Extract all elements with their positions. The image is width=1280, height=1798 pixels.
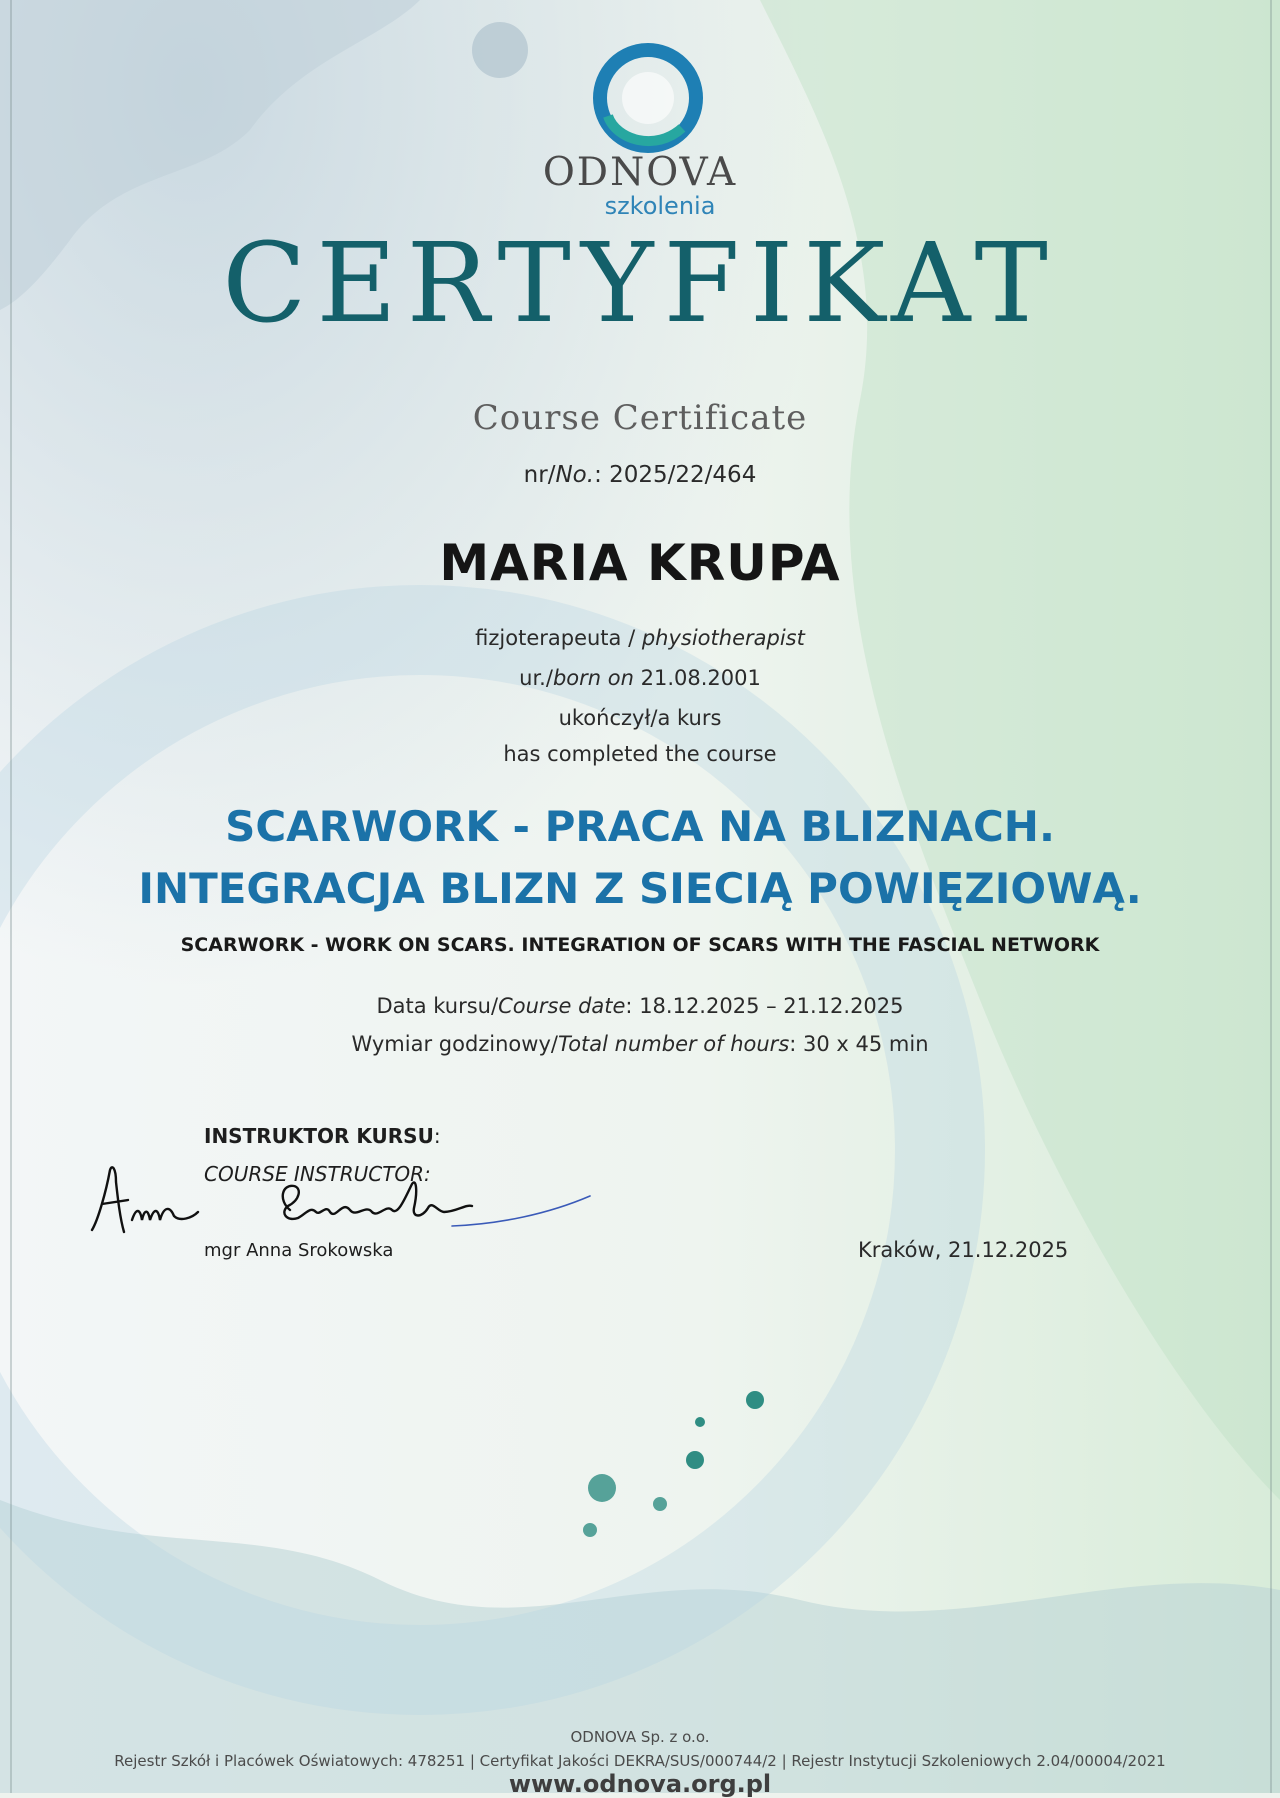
certificate-subtitle: Course Certificate — [472, 398, 808, 438]
number-label-pl: nr/ — [523, 462, 556, 488]
issue-place-date: Kraków, 21.12.2025 — [858, 1238, 1069, 1262]
date-label-en: Course date — [498, 994, 626, 1018]
instructor-signature — [80, 1160, 600, 1250]
instructor-name: mgr Anna Srokowska — [204, 1240, 394, 1261]
instructor-label-pl-text: INSTRUKTOR KURSU — [204, 1124, 434, 1148]
instructor-label-pl: INSTRUKTOR KURSU: — [204, 1124, 441, 1148]
odnova-logo — [586, 36, 710, 160]
course-title-pl-line2: INTEGRACJA BLIZN Z SIECIĄ POWIĘZIOWĄ. — [138, 864, 1142, 913]
course-date: Data kursu/Course date: 18.12.2025 – 21.12.2025 — [376, 994, 904, 1018]
recipient-name: MARIA KRUPA — [439, 534, 841, 592]
profession-pl: fizjoterapeuta / — [475, 626, 642, 650]
hours-label-en: Total number of hours — [557, 1032, 790, 1056]
completed-en: has completed the course — [503, 742, 777, 766]
certificate-number: nr/No.: 2025/22/464 — [523, 462, 757, 488]
recipient-profession — [0, 626, 1280, 650]
footer-website[interactable]: www.odnova.org.pl — [508, 1770, 772, 1798]
certificate-title: CERTYFIKAT — [222, 219, 1058, 347]
birth-date: 21.08.2001 — [640, 666, 761, 690]
course-title-pl-line1: SCARWORK - PRACA NA BLIZNACH. — [225, 802, 1055, 851]
course-hours: Wymiar godzinowy/Total number of hours: 30 x 45 min — [351, 1032, 929, 1056]
date-label-pl: Data kursu/ — [376, 994, 499, 1018]
born-label-en: born on — [552, 666, 634, 690]
footer-legal-name: ODNOVA Sp. z o.o. — [570, 1728, 710, 1746]
date-value: 18.12.2025 – 21.12.2025 — [639, 994, 904, 1018]
completed-pl: ukończył/a kurs — [558, 706, 722, 730]
brand-sub: szkolenia — [604, 192, 716, 220]
footer-registry: Rejestr Szkół i Placówek Oświatowych: 478251 | Certyfikat Jakości DEKRA/SUS/000744/2 | Rejestr Instytucji Szkoleniowych 2.04/00004/2021 — [114, 1752, 1166, 1770]
hours-label-pl: Wymiar godzinowy/ — [351, 1032, 558, 1056]
number-value: 2025/22/464 — [609, 462, 757, 488]
born-label-pl: ur./ — [519, 666, 553, 690]
recipient-birth — [0, 666, 1280, 690]
profession-en: physiotherapist — [641, 626, 805, 650]
instructor-label-en-text: COURSE INSTRUCTOR: — [204, 1162, 431, 1186]
brand-name: ODNOVA — [542, 150, 738, 195]
course-title-en: SCARWORK - WORK ON SCARS. INTEGRATION OF SCARS WITH THE FASCIAL NETWORK — [180, 934, 1100, 956]
number-label-en: No. — [555, 462, 595, 488]
hours-value: 30 x 45 min — [803, 1032, 929, 1056]
